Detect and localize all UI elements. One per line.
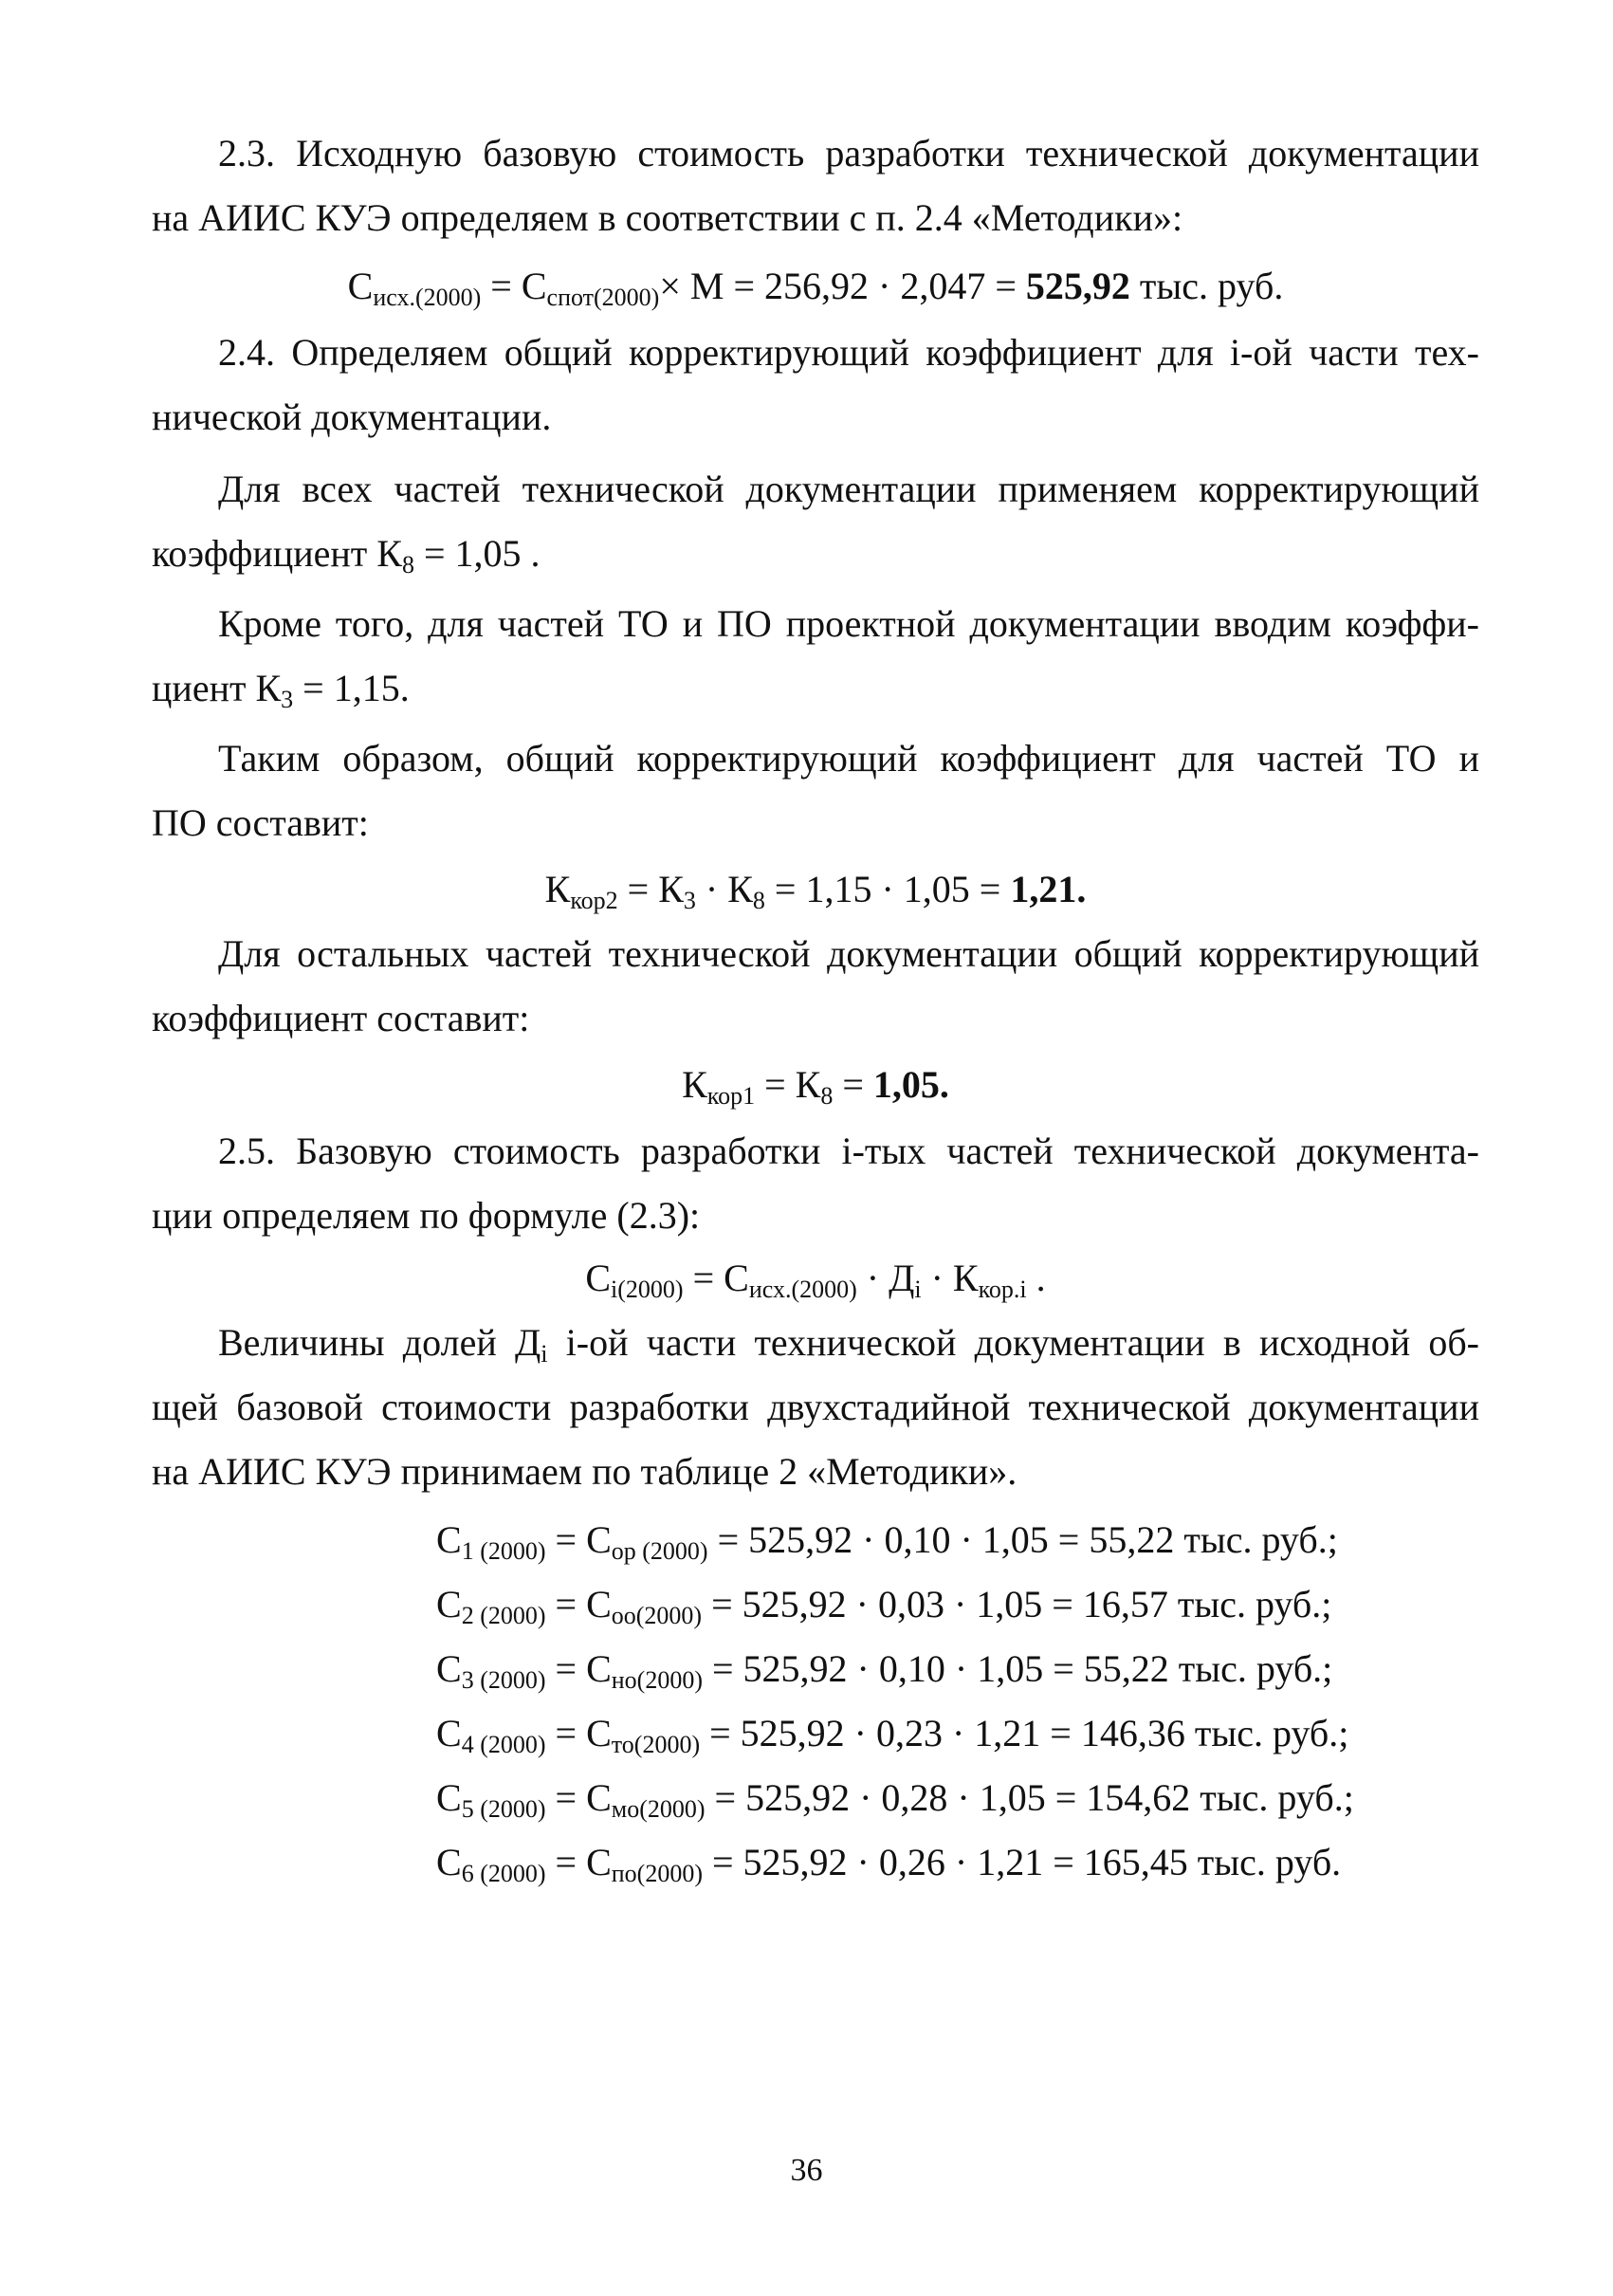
paragraph-shares-line-2: щей базовой стоимости разработки двухстадийной технической документации (152, 1386, 1479, 1428)
paragraph-2-5-line-2: ции определяем по формуле (2.3): (152, 1194, 701, 1237)
paragraph-2-3-line-2: на АИИС КУЭ определяем в соответствии с п. 2.4 «Методики»: (152, 196, 1183, 239)
paragraph-k8-line-1: Для всех частей технической документации применяем корректирующий (218, 468, 1479, 510)
calc-line-3: $С_{3 (2000)} = С_{но(2000)} = 525,92 \cdot 0,10 \cdot 1,05 = 55,22$ тыс. руб.; (436, 1647, 1333, 1694)
paragraph-2-4-line-1: 2.4. Определяем общий корректирующий коэффициент для i-ой части тех- (218, 331, 1479, 374)
paragraph-k3-line-2: циент $К_3 = 1,15$. (152, 667, 410, 713)
paragraph-2-5-line-1: 2.5. Базовую стоимость разработки i-тых частей технической документа- (218, 1130, 1479, 1172)
formula-k-kor1: $К_{кор1} = К_8 = 1,05$. (682, 1063, 949, 1110)
calc-line-5: $С_{5 (2000)} = С_{мо(2000)} = 525,92 \cdot 0,28 \cdot 1,05 = 154,62$ тыс. руб.; (436, 1776, 1354, 1823)
paragraph-total-line-2: ПО составит: (152, 801, 369, 844)
formula-part-cost: $С_{i(2000)} = С_{исх.(2000)} \cdot Д_i \cdot К_{кор.i}$ . (585, 1257, 1046, 1303)
calc-line-4: $С_{4 (2000)} = С_{то(2000)} = 525,92 \cdot 0,23 \cdot 1,21 = 146,36$ тыс. руб.; (436, 1712, 1349, 1758)
formula-base-cost: $С_{исх.(2000)} = С_{спот(2000)}\times М = 256,92 \cdot 2,047 = 525,92$ тыс. руб. (347, 265, 1284, 311)
calc-line-2: $С_{2 (2000)} = С_{оо(2000)} = 525,92 \cdot 0,03 \cdot 1,05 = 16,57$ тыс. руб.; (436, 1583, 1332, 1629)
page-number: 36 (790, 2153, 823, 2188)
paragraph-2-3-line-1: 2.3. Исходную базовую стоимость разработки технической документации (218, 132, 1479, 174)
paragraph-2-4-line-2: нической документации. (152, 395, 552, 438)
formula-k-kor2: $К_{кор2} = К_3 \cdot К_8 = 1,15 \cdot 1,05 = 1,21$. (544, 868, 1087, 914)
paragraph-rest-line-2: коэффициент составит: (152, 997, 530, 1039)
paragraph-total-line-1: Таким образом, общий корректирующий коэффициент для частей ТО и (218, 737, 1479, 780)
calc-line-1: $С_{1 (2000)} = С_{ор (2000)} = 525,92 \cdot 0,10 \cdot 1,05 = 55,22$ тыс. руб.; (436, 1518, 1338, 1565)
calc-line-6: $С_{6 (2000)} = С_{по(2000)} = 525,92 \cdot 0,26 \cdot 1,21 = 165,45$ тыс. руб. (436, 1841, 1342, 1887)
paragraph-rest-line-1: Для остальных частей технической документации общий корректирующий (218, 932, 1479, 975)
paragraph-k3-line-1: Кроме того, для частей ТО и ПО проектной документации вводим коэффи- (218, 602, 1479, 645)
paragraph-shares-line-1: Величины долей $Д_i$ i-ой части технической документации в исходной об- (218, 1321, 1479, 1368)
paragraph-k8-line-2: коэффициент $К_8 = 1,05$ . (152, 532, 541, 579)
paragraph-shares-line-3: на АИИС КУЭ принимаем по таблице 2 «Методики». (152, 1450, 1017, 1493)
